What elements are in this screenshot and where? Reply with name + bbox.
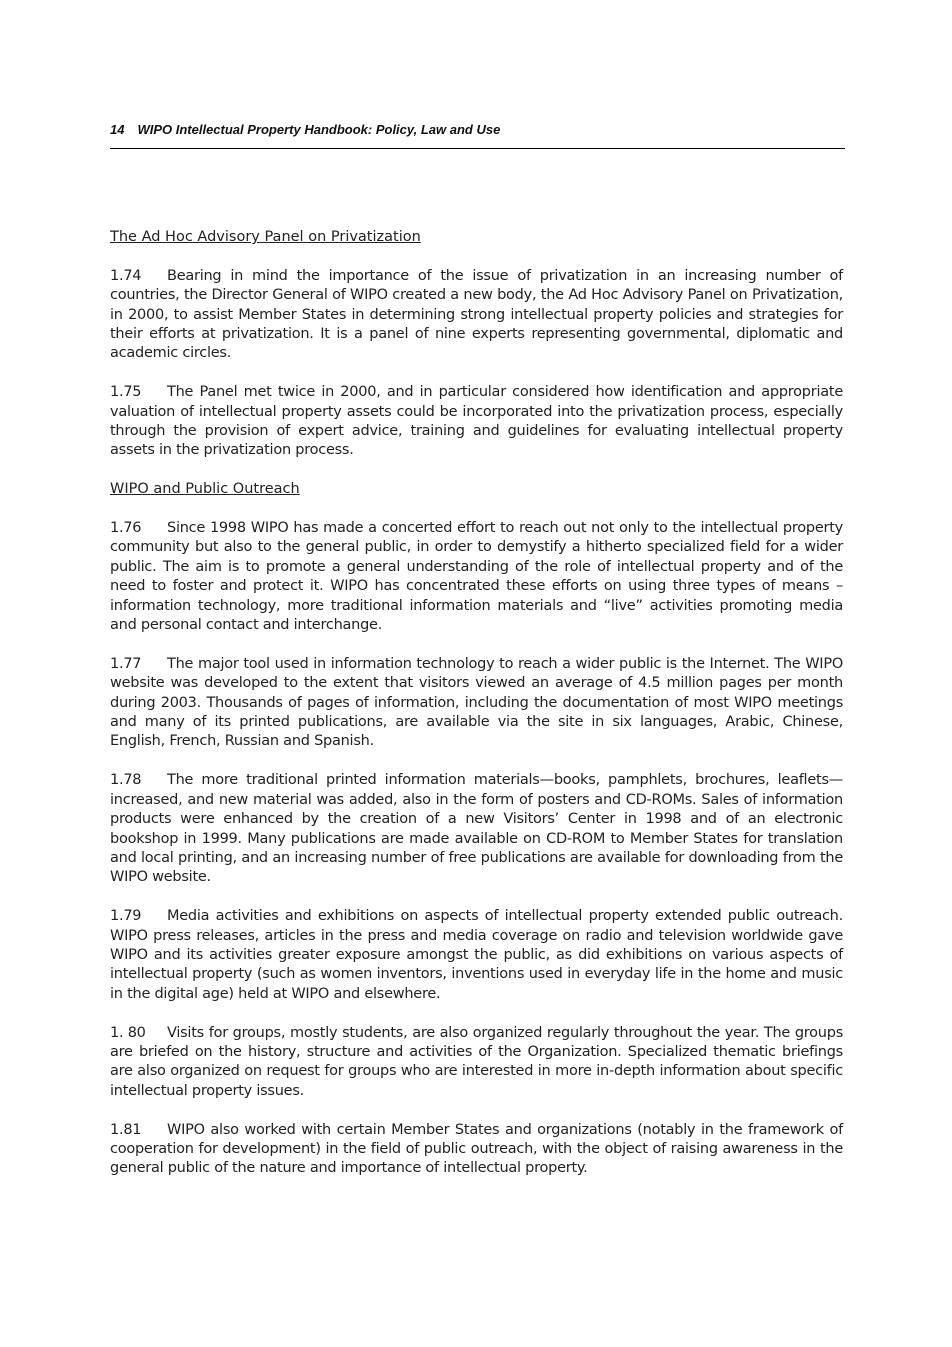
paragraph-number: 1.79 — [110, 908, 142, 925]
header-title: WIPO Intellectual Property Handbook: Policy, Law and Use — [137, 122, 501, 137]
paragraph-1-76 — [110, 519, 843, 635]
paragraph-1-77 — [110, 655, 843, 752]
paragraph-text: Since 1998 WIPO has made a concerted effort to reach out not only to the intellectual property community but also to the general public, in order to demystify a hitherto specialized field for a wider public. The aim is to promote a general understanding of the role of intellectual property and of the need to foster and protect it. WIPO has concentrated these efforts on using three types of means – information technology, more traditional information materials and “live” activities promoting media and personal contact and interchange. — [110, 520, 843, 634]
paragraph-text: Media activities and exhibitions on aspects of intellectual property extended public outreach. WIPO press releases, articles in the press and media coverage on radio and television worldwide gave WIPO and its activities greater exposure amongst the public, as did exhibitions on various aspects of intellectual property (such as women inventors, inventions used in everyday life in the home and music in the digital age) held at WIPO and elsewhere. — [110, 908, 843, 1002]
paragraph-1-81 — [110, 1121, 843, 1179]
paragraph-number: 1.75 — [110, 384, 142, 401]
paragraph-number: 1.78 — [110, 772, 142, 789]
section-heading-public-outreach: WIPO and Public Outreach — [110, 481, 300, 498]
paragraph-text: The more traditional printed information materials—books, pamphlets, brochures, leaflets—increased, and new material was added, also in the form of posters and CD-ROMs. Sales of information products were enhanced by the creation of a new Visitors’ Center in 1998 and of an electronic bookshop in 1999. Many publications are made available on CD-ROM to Member States for translation and local printing, and an increasing number of free publications are available for downloading from the WIPO website. — [110, 772, 843, 886]
paragraph-text: Bearing in mind the importance of the issue of privatization in an increasing number of countries, the Director General of WIPO created a new body, the Ad Hoc Advisory Panel on Privatization, in 2000, to assist Member States in determining strong intellectual property policies and strategies for their efforts at privatization. It is a panel of nine experts representing governmental, diplomatic and academic circles. — [110, 267, 843, 362]
paragraph-number: 1.77 — [110, 655, 142, 672]
document-body — [110, 228, 843, 1198]
section-heading-privatization: The Ad Hoc Advisory Panel on Privatization — [110, 229, 421, 245]
paragraph-1-79 — [110, 907, 843, 1004]
paragraph-1-78 — [110, 771, 843, 887]
paragraph-number: 1.74 — [110, 267, 142, 284]
paragraph-1-74 — [110, 267, 843, 364]
page-number: 14 — [110, 122, 125, 137]
paragraph-1-75 — [110, 383, 843, 461]
paragraph-number: 1. 80 — [110, 1024, 146, 1041]
paragraph-text: Visits for groups, mostly students, are also organized regularly throughout the year. The groups are briefed on the history, structure and activities of the Organization. Specialized thematic briefings are also organized on request for groups who are interested in more in-depth information about specific intellectual property issues. — [110, 1024, 843, 1099]
paragraph-text: WIPO also worked with certain Member States and organizations (notably in the framework of cooperation for development) in the field of public outreach, with the object of raising awareness in the general public of the nature and importance of intellectual property. — [110, 1121, 843, 1177]
paragraph-number: 1.76 — [110, 520, 142, 537]
paragraph-number: 1.81 — [110, 1121, 142, 1138]
paragraph-text: The Panel met twice in 2000, and in particular considered how identification and appropriate valuation of intellectual property assets could be incorporated into the privatization process, especially through the provision of expert advice, training and guidelines for evaluating intellectual property assets in the privatization process. — [110, 384, 843, 459]
running-header — [110, 122, 845, 149]
paragraph-1-80 — [110, 1024, 843, 1102]
paragraph-text: The major tool used in information technology to reach a wider public is the Internet. The WIPO website was developed to the extent that visitors viewed an average of 4.5 million pages per month during 2003. Thousands of pages of information, including the documentation of most WIPO meetings and many of its printed publications, are available via the site in six languages, Arabic, Chinese, English, French, Russian and Spanish. — [110, 655, 843, 750]
